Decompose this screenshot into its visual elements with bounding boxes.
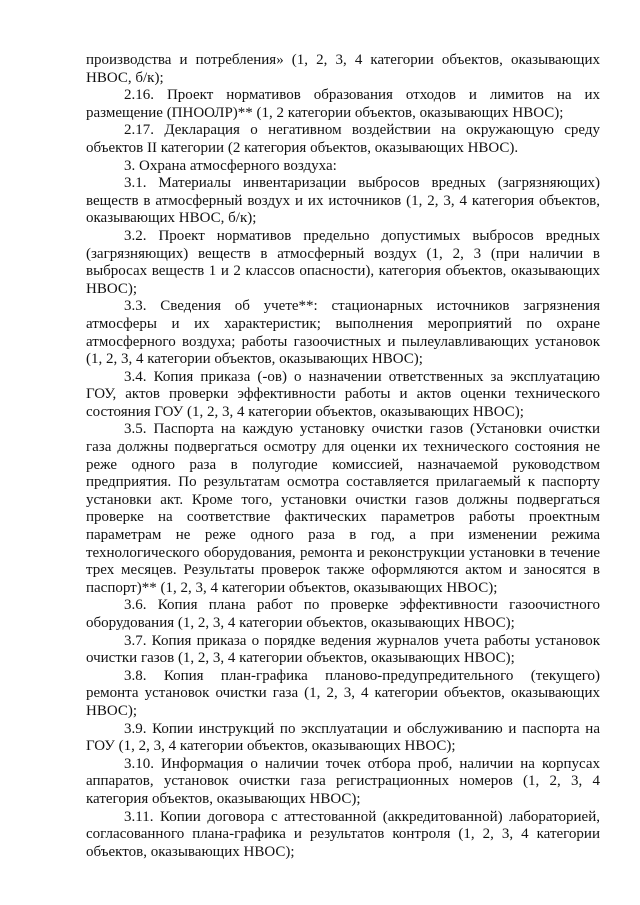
paragraph-3-4: 3.4. Копия приказа (-ов) о назначении ответственных за эксплуатацию ГОУ, актов проверки эффективности работы и актов оценки технического состояния ГОУ (1, 2, 3, 4 категории объектов, оказывающих НВОС); xyxy=(86,368,600,420)
paragraph-3-7: 3.7. Копия приказа о порядке ведения журналов учета работы установок очистки газов (1, 2, 3, 4 категории объектов, оказывающих НВОС); xyxy=(86,632,600,667)
paragraph-3-9: 3.9. Копии инструкций по эксплуатации и обслуживанию и паспорта на ГОУ (1, 2, 3, 4 категории объектов, оказывающих НВОС); xyxy=(86,720,600,755)
paragraph-3-5: 3.5. Паспорта на каждую установку очистки газов (Установки очистки газа должны подвергаться осмотру для оценки их технического состояния не реже одного раза в полугодие комиссией, назначаемой руководством предприятия. По результатам осмотра составляется прилагаемый к паспорту установки акт. Кроме того, установки очистки газов должны подвергаться проверке на соответствие фактических параметров работы проектным параметрам не реже одного раза в год, а при изменении режима технологического оборудования, ремонта и реконструкции установки в течение трех месяцев. Результаты проверок также оформляются актом и заносятся в паспорт)** (1, 2, 3, 4 категории объектов, оказывающих НВОС); xyxy=(86,421,600,596)
paragraph-3-1: 3.1. Материалы инвентаризации выбросов вредных (загрязняющих) веществ в атмосферный воздух и их источников (1, 2, 3, 4 категория объектов, оказывающих НВОС, б/к); xyxy=(86,175,600,227)
paragraph-3-2: 3.2. Проект нормативов предельно допустимых выбросов вредных (загрязняющих) веществ в атмосферный воздух (1, 2, 3 (при наличии в выбросах веществ 1 и 2 классов опасности), категория объектов, оказывающих НВОС); xyxy=(86,227,600,297)
paragraph-2-17: 2.17. Декларация о негативном воздействии на окружающую среду объектов II категории (2 категория объектов, оказывающих НВОС). xyxy=(86,122,600,156)
document-body xyxy=(86,52,600,861)
paragraph-3-8: 3.8. Копия план-графика планово-предупредительного (текущего) ремонта установок очистки газа (1, 2, 3, 4 категории объектов, оказывающих НВОС); xyxy=(86,667,600,719)
paragraph-3-11: 3.11. Копии договора с аттестованной (аккредитованной) лабораторией, согласованного плана-графика и результатов контроля (1, 2, 3, 4 категории объектов, оказывающих НВОС); xyxy=(86,808,600,860)
paragraph-3-6: 3.6. Копия плана работ по проверке эффективности газоочистного оборудования (1, 2, 3, 4 категории объектов, оказывающих НВОС); xyxy=(86,597,600,631)
paragraph-3-10: 3.10. Информация о наличии точек отбора проб, наличии на корпусах аппаратов, установок очистки газа регистрационных номеров (1, 2, 3, 4 категория объектов, оказывающих НВОС); xyxy=(86,755,600,807)
paragraph-2-16: 2.16. Проект нормативов образования отходов и лимитов на их размещение (ПНООЛР)** (1, 2 категории объектов, оказывающих НВОС); xyxy=(86,87,600,121)
paragraph-3-3: 3.3. Сведения об учете**: стационарных источников загрязнения атмосферы и их характеристик; выполнения мероприятий по охране атмосферного воздуха; работы газоочистных и пылеулавливающих установок (1, 2, 3, 4 категории объектов, оказывающих НВОС); xyxy=(86,298,600,368)
paragraph-continuation: производства и потребления» (1, 2, 3, 4 категории объектов, оказывающих НВОС, б/к); xyxy=(86,52,600,86)
section-heading-3: 3. Охрана атмосферного воздуха: xyxy=(124,157,337,174)
